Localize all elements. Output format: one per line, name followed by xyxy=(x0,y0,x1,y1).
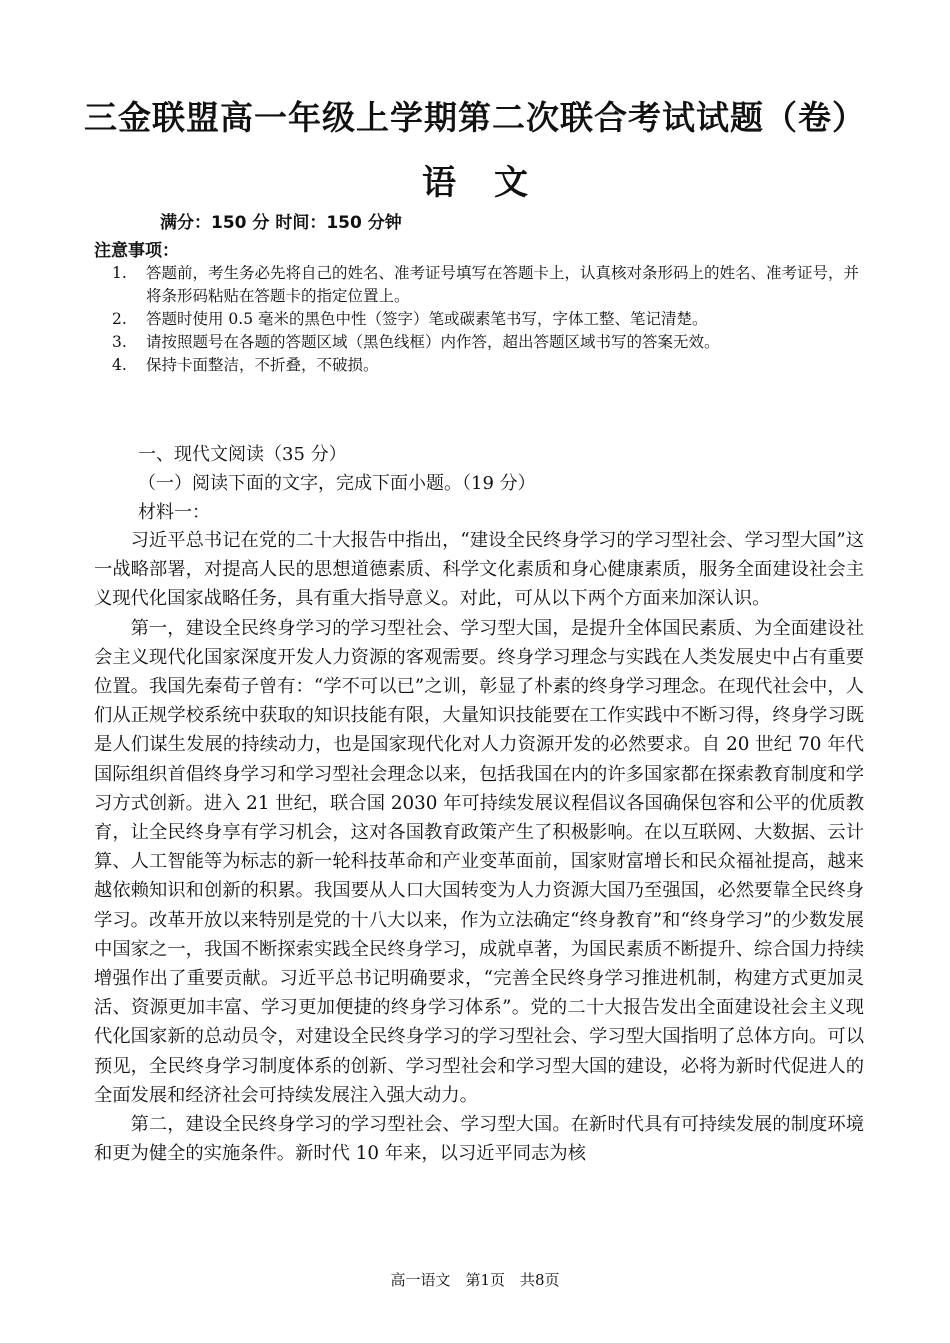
passage-paragraph: 第一，建设全民终身学习的学习型社会、学习型大国，是提升全体国民素质、为全面建设社会主义现代化国家深度开发人力资源的客观需要。终身学习理念与实践在人类发展史中占有重要位置。我国先秦荀子曾有：“学不可以已”之训，彰显了朴素的终身学习理念。在现代社会中，人们从正规学校系统中获取的知识技能有限，大量知识技能要在工作实践中不断习得，终身学习既是人们谋生发展的持续动力，也是国家现代化对人力资源开发的必然要求。自 20 世纪 70 年代国际组织首倡终身学习和学习型社会理念以来，包括我国在内的许多国家都在探索教育制度和学习方式创新。进入 21 世纪，联合国 2030 年可持续发展议程倡议各国确保包容和公平的优质教育，让全民终身享有学习机会，这对各国教育政策产生了积极影响。在以互联网、大数据、云计算、人工智能等为标志的新一轮科技革命和产业变革面前，国家财富增长和民众福祉提高，越来越依赖知识和创新的积累。我国要从人口大国转变为人力资源大国乃至强国，必然要靠全民终身学习。改革开放以来特别是党的十八大以来，作为立法确定“终身教育”和“终身学习”的少数发展中国家之一，我国不断探索实践全民终身学习，成就卓著，为国民素质不断提升、综合国力持续增强作出了重要贡献。习近平总书记明确要求，“完善全民终身学习推进机制，构建方式更加灵活、资源更加丰富、学习更加便捷的终身学习体系”。党的二十大报告发出全面建设社会主义现代化国家新的总动员令，对建设全民终身学习的学习型社会、学习型大国指明了总体方向。可以预见，全民终身学习制度体系的创新、学习型社会和学习型大国的建设，必将为新时代促进人的全面发展和经济社会可持续发展注入强大动力。 xyxy=(94,617,864,1106)
reading-passage xyxy=(94,526,864,1168)
subsection-heading: （一）阅读下面的文字，完成下面小题。（19 分） xyxy=(138,473,536,494)
notes-list xyxy=(112,262,872,377)
section-heading: 一、现代文阅读（35 分） xyxy=(138,444,347,465)
note-number: 3. xyxy=(112,333,127,351)
note-text: 答题前，考生务必先将自己的姓名、准考证号填写在答题卡上，认真核对条形码上的姓名、准考证号，并将条形码粘贴在答题卡的指定位置上。 xyxy=(146,264,860,305)
note-text: 答题时使用 0.5 毫米的黑色中性（签字）笔或碳素笔书写，字体工整、笔记清楚。 xyxy=(146,310,708,328)
exam-title: 三金联盟高一年级上学期第二次联合考试试题（卷） xyxy=(84,98,866,137)
passage-paragraph: 习近平总书记在党的二十大报告中指出，“建设全民终身学习的学习型社会、学习型大国”这一战略部署，对提高人民的思想道德素质、科学文化素质和身心健康素质，服务全面建设社会主义现代化国家战略任务，具有重大指导意义。对此，可从以下两个方面来加深认识。 xyxy=(94,530,864,610)
note-item xyxy=(112,354,872,377)
note-number: 4. xyxy=(112,356,127,374)
note-number: 2. xyxy=(112,310,127,328)
subject-title: 语文 xyxy=(422,163,566,203)
note-text: 请按照题号在各题的答题区域（黑色线框）内作答，超出答题区域书写的答案无效。 xyxy=(146,333,720,351)
passage-paragraph: 第二，建设全民终身学习的学习型社会、学习型大国。在新时代具有可持续发展的制度环境和更为健全的实施条件。新时代 10 年来，以习近平同志为核 xyxy=(94,1114,864,1165)
note-item xyxy=(112,331,872,354)
note-item xyxy=(112,308,872,331)
notes-heading: 注意事项： xyxy=(94,241,179,261)
note-number: 1. xyxy=(112,264,127,282)
note-item xyxy=(112,262,872,308)
material-label: 材料一： xyxy=(138,502,210,523)
page-footer: 高一语文 第1页 共8页 xyxy=(390,1271,560,1289)
note-text: 保持卡面整洁，不折叠，不破损。 xyxy=(146,356,379,374)
score-time-info: 满分：150 分 时间：150 分钟 xyxy=(160,213,402,233)
